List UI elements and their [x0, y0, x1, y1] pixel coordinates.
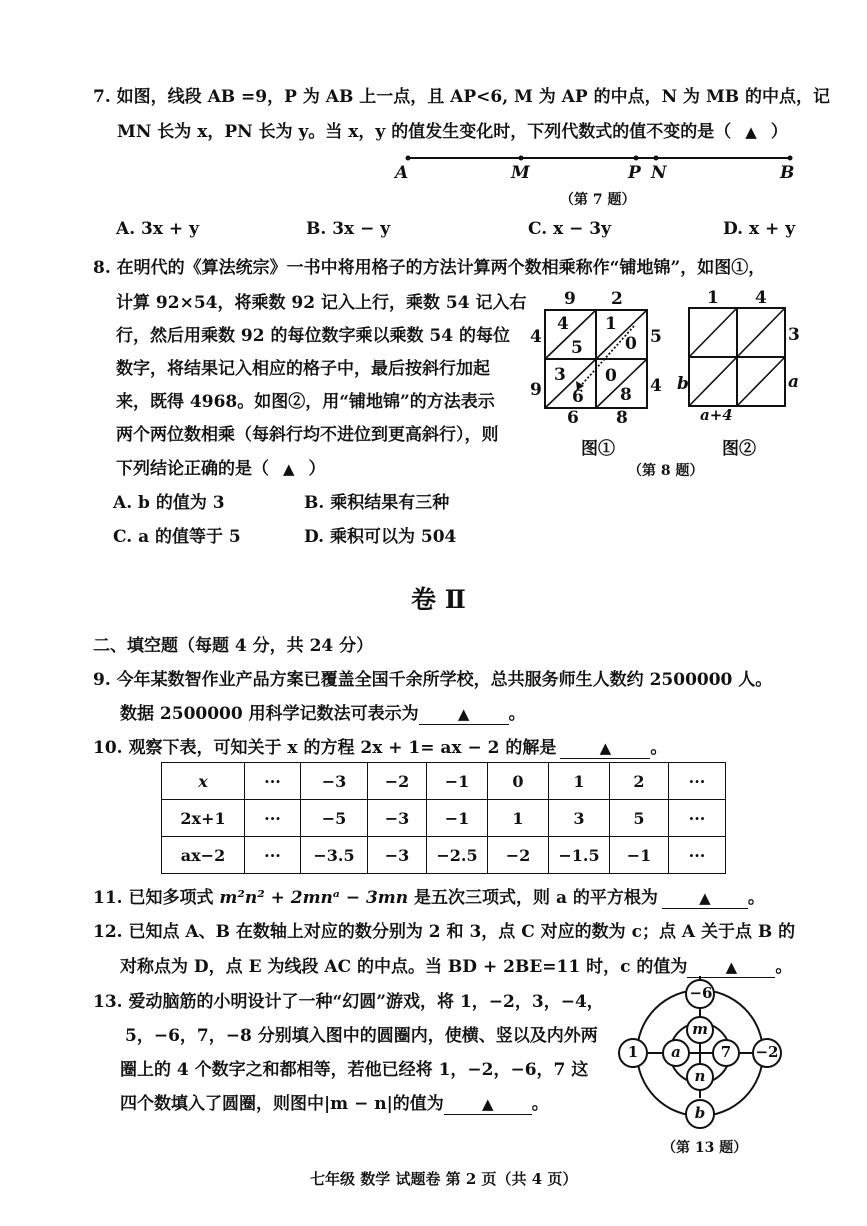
- fig1-cell-3: 3: [554, 365, 566, 385]
- q13-answer-triangle: ▲: [482, 1095, 494, 1113]
- fig1-cell-6: 6: [572, 387, 584, 407]
- fig1-top-2: 2: [611, 289, 623, 309]
- fig1-cell-0b: 0: [605, 366, 617, 386]
- q13-caption: （第 13 题）: [662, 1140, 748, 1156]
- table-cell: −1.5: [549, 837, 610, 874]
- q8-body-3: 数字，将结果记入相应的格子中，最后按斜行加起: [116, 359, 490, 379]
- q8-option-c: C. a 的值等于 5: [113, 527, 241, 547]
- circle-top-value: −6: [689, 984, 713, 1002]
- table-cell: −1: [427, 800, 488, 837]
- q10-end: 。: [650, 738, 668, 758]
- table-cell: −2: [368, 763, 427, 800]
- table-cell: x: [162, 763, 245, 800]
- q8-body-4: 来，既得 4968。如图②，用“铺地锦”的方法表示: [116, 392, 495, 412]
- q8-answer-triangle: ▲: [283, 460, 295, 478]
- table-cell: −5: [301, 800, 368, 837]
- point-p-label: P: [628, 163, 641, 183]
- fig1-cell-5: 5: [571, 338, 583, 358]
- q13-line2: 5，−6，7，−8 分别填入图中的圆圈内，使横、竖以及内外两: [125, 1026, 598, 1046]
- q12-line1: 12. 已知点 A、B 在数轴上对应的数分别为 2 和 3，点 C 对应的数为 c；点 A 关于点 B 的: [93, 922, 796, 942]
- table-cell: −3: [301, 763, 368, 800]
- part2-heading: 二、填空题（每题 4 分，共 24 分）: [93, 636, 374, 656]
- fig1-right-5: 5: [650, 327, 662, 347]
- table-cell: −3: [368, 837, 427, 874]
- q9-end: 。: [508, 704, 526, 724]
- fig1-right-4: 4: [650, 376, 662, 396]
- q8-option-a: A. b 的值为 3: [113, 493, 225, 513]
- fig1-cell-4: 4: [557, 314, 569, 334]
- q8-caption: （第 8 题）: [628, 463, 704, 479]
- point-n-label: N: [651, 163, 667, 183]
- q7-option-a: A. 3x + y: [116, 219, 199, 239]
- fig1-cell-0a: 0: [625, 334, 637, 354]
- fig1-cell-1: 1: [605, 314, 617, 334]
- table-cell: 1: [549, 763, 610, 800]
- fig1-left-4: 4: [530, 327, 542, 347]
- fig2-top-4: 4: [755, 288, 767, 308]
- q7-option-b: B. 3x − y: [306, 219, 391, 239]
- q8-ask-text: 下列结论正确的是（: [116, 459, 269, 479]
- table-cell: −3: [368, 800, 427, 837]
- circle-inner-bottom-value: n: [694, 1067, 706, 1085]
- point-m-label: M: [511, 163, 530, 183]
- table-cell: ···: [245, 837, 301, 874]
- q8-line1: 8. 在明代的《算法统宗》一书中将用格子的方法计算两个数相乘称作“铺地锦”，如图①，: [93, 258, 766, 278]
- fig2-label: 图②: [722, 439, 756, 459]
- q11-post: 是五次三项式，则 a 的平方根为: [408, 888, 658, 908]
- q13-line1: 13. 爱动脑筋的小明设计了一种“幻圆”游戏，将 1，−2，3，−4，: [93, 992, 604, 1012]
- table-cell: −1: [610, 837, 669, 874]
- fig2-right-a: a: [788, 372, 800, 392]
- q12-line2-text: 对称点为 D，点 E 为线段 AC 的中点。当 BD + 2BE=11 时，c 的值为: [120, 957, 688, 977]
- q8-body-5: 两个两位数相乘（每斜行均不进位到更高斜行），则: [116, 425, 499, 445]
- q11-answer-triangle: ▲: [699, 889, 711, 907]
- table-cell: ···: [669, 837, 726, 874]
- table-cell: −1: [427, 763, 488, 800]
- q9-line2-text: 数据 2500000 用科学记数法可表示为: [120, 704, 419, 724]
- q13-end: 。: [531, 1094, 549, 1114]
- q7-option-c: C. x − 3y: [528, 219, 611, 239]
- q11-polynomial: m²n² + 2mnᵃ − 3mn: [219, 888, 409, 908]
- table-cell: 2: [610, 763, 669, 800]
- table-cell: ···: [669, 763, 726, 800]
- q8-ask-end: ）: [308, 459, 326, 479]
- q7-caption: （第 7 题）: [560, 192, 636, 208]
- circle-bottom-value: b: [694, 1104, 706, 1122]
- q7-option-d: D. x + y: [723, 219, 796, 239]
- table-cell: −3.5: [301, 837, 368, 874]
- fig1-label: 图①: [581, 439, 615, 459]
- fig2-left-b: b: [677, 374, 689, 394]
- q7-line2-end: ）: [770, 122, 788, 142]
- table-cell: 2x+1: [162, 800, 245, 837]
- circle-inner-left-value: a: [671, 1043, 681, 1061]
- q9-answer-triangle: ▲: [457, 705, 470, 723]
- table-cell: ···: [245, 800, 301, 837]
- fig1-top-9: 9: [564, 289, 576, 309]
- circle-inner-right-value: 7: [720, 1043, 732, 1061]
- fig2-bottom-a4: a+4: [700, 406, 733, 424]
- section-title: 卷 Ⅱ: [411, 585, 466, 614]
- fig1-bottom-6: 6: [567, 408, 579, 428]
- fig2-right-3: 3: [788, 325, 800, 345]
- q10-answer-triangle: ▲: [599, 739, 612, 757]
- point-b-label: B: [780, 163, 795, 183]
- table-cell: ax−2: [162, 837, 245, 874]
- q13-line4-text: 四个数填入了圆圈，则图中|m − n|的值为: [120, 1094, 444, 1114]
- table-cell: 3: [549, 800, 610, 837]
- q12-answer-triangle: ▲: [725, 958, 738, 976]
- fig1-left-9: 9: [530, 380, 542, 400]
- fig1-cell-8: 8: [620, 385, 632, 405]
- q11-pre: 11. 已知多项式: [93, 888, 220, 908]
- table-cell: 5: [610, 800, 669, 837]
- table-cell: ···: [245, 763, 301, 800]
- q8-body-2: 行，然后用乘数 92 的每位数字乘以乘数 54 的每位: [116, 326, 510, 346]
- table-cell: −2: [488, 837, 549, 874]
- q13-line3: 圈上的 4 个数字之和都相等，若他已经将 1，−2，−6，7 这: [120, 1060, 589, 1080]
- q8-body-1: 计算 92×54，将乘数 92 记入上行，乘数 54 记入右: [116, 293, 527, 313]
- q12-end: 。: [775, 957, 793, 977]
- table-cell: ···: [669, 800, 726, 837]
- fig2-top-1: 1: [707, 288, 719, 308]
- q9-line1: 9. 今年某数智作业产品方案已覆盖全国千余所学校，总共服务师生人数约 2500000 人。: [93, 670, 773, 690]
- table-cell: 1: [488, 800, 549, 837]
- table-cell: −2.5: [427, 837, 488, 874]
- fig1-bottom-8: 8: [616, 408, 628, 428]
- q8-option-d: D. 乘积可以为 504: [304, 527, 457, 547]
- circle-right-value: −2: [755, 1043, 779, 1061]
- q10-text: 10. 观察下表，可知关于 x 的方程 2x + 1= ax − 2 的解是: [93, 738, 557, 758]
- circle-inner-top-value: m: [692, 1020, 708, 1038]
- q7-line2-text: MN 长为 x，PN 长为 y。当 x，y 的值发生变化时，下列代数式的值不变的是（: [117, 122, 732, 142]
- table-cell: 0: [488, 763, 549, 800]
- point-a-label: A: [395, 163, 409, 183]
- q11-end: 。: [747, 888, 765, 908]
- page-footer: 七年级 数学 试题卷 第 2 页（共 4 页）: [310, 1170, 578, 1188]
- q8-option-b: B. 乘积结果有三种: [304, 493, 450, 513]
- q7-answer-triangle: ▲: [745, 123, 757, 141]
- circle-left-value: 1: [627, 1043, 639, 1061]
- q7-line1: 7. 如图，线段 AB =9，P 为 AB 上一点，且 AP<6, M 为 AP 的中点，N 为 MB 的中点，记: [93, 87, 831, 107]
